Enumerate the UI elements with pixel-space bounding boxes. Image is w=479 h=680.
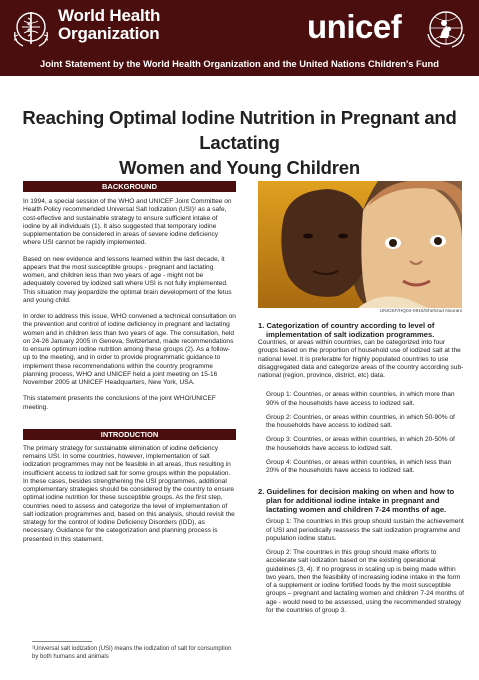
section1-group4: Group 4: Countries, or areas within countries, in which less than 20% of the households have access to iodized salt. [266, 458, 452, 474]
unicef-wordmark: unicef [307, 8, 402, 45]
introduction-heading: INTRODUCTION [23, 429, 236, 440]
background-paragraph-4: This statement presents the conclusions of the joint WHO/UNICEF meeting. [23, 395, 216, 411]
background-paragraph-2: Based on new evidence and lessons learned within the last decade, it appears that the most susceptible groups - pregnant and lactating women, and children less than two years of age - might not be adequately covered by iodized salt where USI is not fully implemented. This situation may jeopardize the optimal brain development of the fetus and young child. [23, 255, 232, 304]
background-paragraph-1: In 1994, a special session of the WHO and UNICEF Joint Committee on Health Policy recommended Universal Salt Iodization (USI)¹ as a safe, cost-effective and sustainable strategy to ensure sufficient intake of iodine by all individuals (1). It also suggested that temporary iodine supplementation be considered in areas of severe iodine deficiency where USI cannot be rapidly implemented. [23, 198, 232, 247]
photo-credit: UNICEF/HQ04-0916/Shehzad Noorani [379, 309, 462, 314]
footnote-divider [32, 641, 92, 642]
who-name-line1: World Health [58, 6, 161, 25]
section2-group2: Group 2: The countries in this group should make efforts to accelerate salt iodization based on the existing operational guidelines (3, 4). If no progress in scaling up is being made within two years, then the feasibility of increasing iodine intake in the form of a supplement or iodine fortified foods by the most susceptible groups – pregnant and lactating women and children 7-24 months of age - would need to be assessed, using the recommended strategy for the countries of group 3. [266, 549, 464, 614]
unicef-emblem-icon [424, 6, 468, 50]
mother-child-photo [258, 181, 462, 308]
header-banner [0, 0, 479, 76]
title-line1: Reaching Optimal Iodine Nutrition in Pregnant and Lactating [22, 107, 457, 153]
who-emblem-icon [9, 6, 53, 50]
background-heading: BACKGROUND [23, 181, 236, 192]
section1-heading: 1. Categorization of country according to level of implementation of salt iodization programmes. [258, 321, 435, 339]
introduction-paragraph-1: The primary strategy for sustainable elimination of iodine deficiency remains USI. In some countries, however, implementation of salt iodization programmes may not be feasible in all areas, thus resulting in insufficient access to iodized salt for some groups within the population. In these cases, besides strengthening the USI programmes, additional complementary strategies should be considered by the country to ensure optimal iodine nutrition for these susceptible groups. As the first step, countries need to assess and categorize the level of implementation of salt iodization programmes and, based on this analysis, should revisit the strategy for the control of Iodine Deficiency Disorders (IDD), as necessary. Guidance for the categorization and planning process is presented in this statement. [23, 444, 235, 543]
section2-heading: 2. Guidelines for decision making on when and how to plan for additional iodine intake in pregnant and lactating women and children 7-24 months of age. [258, 487, 455, 515]
section1-group3: Group 3: Countries, or areas within countries, in which 20-50% of the households have access to iodized salt. [266, 436, 455, 452]
photo-illustration [258, 181, 462, 308]
who-name [58, 7, 160, 43]
section1-intro: Countries, or areas within countries, can be categorized into four groups based on the proportion of household use of iodized salt at the national level. It is preferable for highly populated countries to use disaggregated data and categorize areas of the country according sub-national (region, province, district, etc) data. [258, 339, 464, 379]
section2-group1: Group 1: The countries in this group should sustain the achievement of USI and periodically reassess the salt iodization programme and population iodine status. [266, 518, 464, 542]
section1-group1: Group 1: Countries, or areas within countries, in which more than 90% of the households have access to iodized salt. [266, 391, 455, 407]
background-paragraph-3: In order to address this issue, WHO convened a technical consultation on the prevention and control of iodine deficiency in pregnant and lactating women and in children less than two years of age. The consultation, held on 24-26 January 2005 in Geneva, Switzerland, made recommendations to ensure optimum iodine nutrition among these groups (2). As a follow-up to the meeting, and in order to provide programmatic guidance to implement these recommendations within the country programme planning process, WHO and UNICEF held a joint meeting on 15-16 November 2005 at UNICEF Headquarters, New York, USA. [23, 313, 236, 386]
right-column [258, 321, 464, 621]
left-column [23, 181, 236, 552]
section1-group2: Group 2: Countries, or areas within countries, in which 50-90% of the households have access to iodized salt. [266, 413, 455, 429]
title-line2: Women and Young Children [119, 157, 360, 178]
page-title [0, 105, 479, 180]
joint-statement-line: Joint Statement by the World Health Organization and the United Nations Children's Fund [40, 58, 439, 69]
who-name-line2: Organization [58, 24, 160, 43]
footnote: ¹Universal salt iodization (USI) means the iodization of salt for consumption by both humans and animals [32, 646, 232, 660]
